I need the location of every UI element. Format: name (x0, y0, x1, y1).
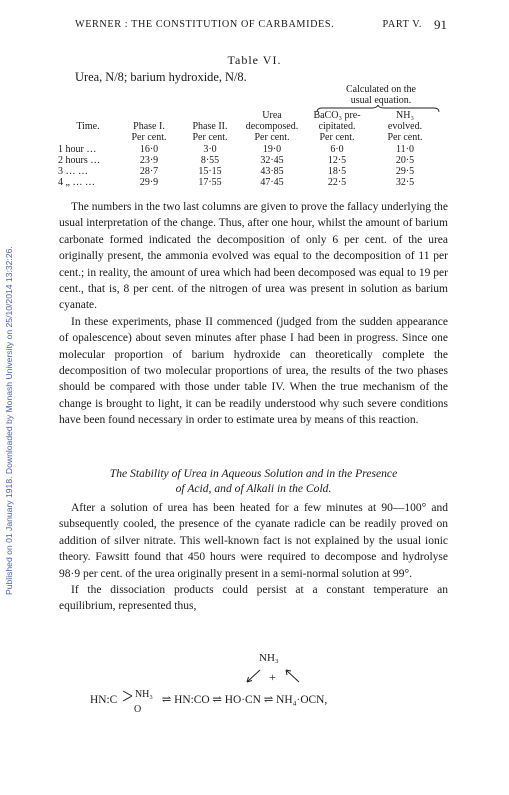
header-cell: decomposed. (245, 121, 299, 132)
time-cell: 2 hours … (58, 155, 101, 166)
header-cell: Urea (262, 110, 282, 121)
value-cell: 19·0 (262, 144, 282, 155)
time-cell: 1 hour … (58, 144, 97, 155)
section-heading-line-2: of Acid, and of Alkali in the Cold. (175, 482, 332, 495)
table-title: Table VI. (227, 53, 282, 67)
header-cell: Time. (76, 121, 100, 132)
value-cell: 29·5 (395, 166, 415, 177)
value-cell: 32·5 (395, 177, 415, 188)
equation-rest: ⇌ HN:CO ⇌ HO·CN ⇌ NH₄·OCN, (161, 694, 328, 706)
body-text-block-1 (59, 199, 448, 429)
table-row (58, 155, 440, 166)
part-label: PART V. (382, 19, 422, 30)
header-cell (118, 110, 180, 121)
value-cell: 32·45 (260, 155, 284, 166)
value-cell: 8·55 (200, 155, 220, 166)
header-cell (180, 110, 240, 121)
value-cell: 12·5 (327, 155, 347, 166)
value-cell: 47·45 (260, 177, 284, 188)
value-cell: 11·0 (396, 144, 414, 155)
calculated-caption-line-1: Calculated on the (346, 84, 416, 95)
time-cell: 4 „ … … (58, 177, 95, 188)
value-cell: 29·9 (139, 177, 159, 188)
header-cell (58, 110, 118, 121)
calculated-caption (326, 84, 436, 106)
page-number: 91 (434, 17, 447, 32)
paragraph: The numbers in the two last columns are given to prove the fallacy underlying the usual interpretation of the change. Thus, after one hour, whilst the amount of barium carbonate formed indicated the decomposition of only 6 per cent. of the urea originally present, the ammonia evolved was equal to the decomposition of 11 per cent.; in reality, the amount of urea which had been decomposed was equal to 19 per cent., that is, 8 per cent. of the nitrogen of urea was present in solution as barium cyanate. (59, 201, 448, 312)
value-cell: 6·0 (330, 144, 344, 155)
running-header (75, 19, 447, 33)
equilibrium-equation (90, 652, 450, 715)
equation-lhs-o: O (134, 704, 142, 715)
section-heading-line-1: The Stability of Urea in Aqueous Solution and in the Presence (109, 467, 398, 480)
table-row (58, 177, 440, 188)
header-cell: evolved. (387, 121, 423, 132)
calculated-caption-line-2: usual equation. (350, 95, 412, 106)
table-header-row-2 (58, 121, 440, 132)
unit-cell (58, 132, 118, 144)
equation-nh3-top: NH₃ (259, 652, 279, 664)
paragraph: After a solution of urea has been heated for a few minutes at 90—100° and subsequently cooled, the presence of the cyanate radicle can be readily proved on addition of silver nitrate. This well-known fact is not explained by the usual ionic theory. Fawsitt found that 450 hours were required to decompose and hydrolyse 98·9 per cent. of the urea originally present in a semi-normal solution at 99°. (59, 502, 448, 580)
value-cell: 22·5 (327, 177, 347, 188)
equation-line (90, 689, 328, 715)
table-row (58, 166, 440, 177)
header-cell: BaCO₃ pre- (313, 110, 361, 121)
equation-plus: + (269, 670, 276, 684)
value-cell: 23·9 (139, 155, 159, 166)
running-title: WERNER : THE CONSTITUTION OF CARBAMIDES. (75, 19, 335, 30)
paragraph: If the dissociation products could persist at a constant temperature an equilibrium, represented thus, (59, 584, 448, 613)
table-subtitle: Urea, N/8; barium hydroxide, N/8. (75, 70, 247, 84)
unit-cell: Per cent. (254, 132, 290, 143)
value-cell: 17·55 (198, 177, 222, 188)
value-cell: 15·15 (198, 166, 222, 177)
unit-cell: Per cent. (131, 132, 167, 143)
header-cell: NH₃ (396, 110, 414, 121)
equation-lhs-prefix: HN:C (90, 694, 118, 706)
value-cell: 16·0 (139, 144, 159, 155)
header-cell: cipitated. (318, 121, 356, 132)
unit-cell: Per cent. (387, 132, 423, 143)
data-table (58, 110, 440, 188)
unit-cell: Per cent. (192, 132, 228, 143)
value-cell: 18·5 (327, 166, 347, 177)
section-heading (59, 466, 448, 496)
table-units-row (58, 132, 440, 144)
value-cell: 28·7 (139, 166, 159, 177)
header-cell: Phase I. (133, 121, 165, 132)
equation-lhs-nh: NH₃ (134, 689, 153, 700)
value-cell: 43·85 (260, 166, 284, 177)
value-cell: 3·0 (203, 144, 217, 155)
download-notice (2, 40, 16, 600)
time-cell: 3 … … (58, 166, 88, 177)
header-cell: Phase II. (192, 121, 228, 132)
unit-cell: Per cent. (319, 132, 355, 143)
body-text-block-2 (59, 500, 448, 615)
value-cell: 20·5 (395, 155, 415, 166)
table-header-row-1 (58, 110, 440, 121)
table-row (58, 144, 440, 155)
download-notice-text: Published on 01 January 1918. Downloaded by Monash University on 25/10/2014 13:32:26. (4, 246, 14, 595)
paragraph: In these experiments, phase II commenced (judged from the sudden appearance of opalescence) about seven minutes after phase I had been in progress. Since one molecular proportion of barium hydroxide can theoretically complete the decomposition of two molecular proportions of urea, the results of the two phases should be compared with those under table IV. When the true mechanism of the change is brought to light, it can be readily understood why such severe conditions have been found necessary in order to estimate urea by means of this reaction. (59, 315, 448, 427)
